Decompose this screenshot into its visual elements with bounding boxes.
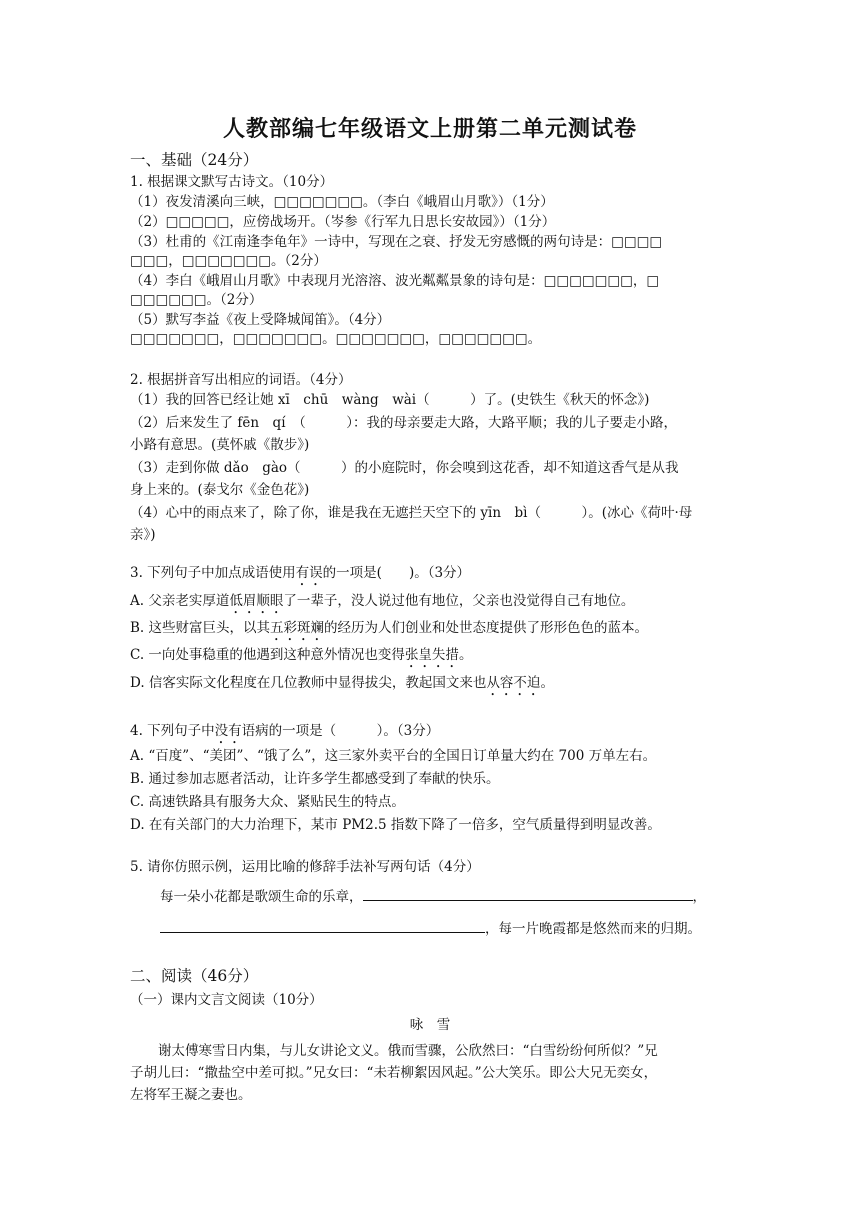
passage-line-1: 谢太傅寒雪日内集，与儿女讲论文义。俄而雪骤，公欣然曰：“白雪纷纷何所似？”兄: [158, 1043, 658, 1059]
question-5-example-2: [160, 918, 740, 939]
question-3-emphasis: 有误: [295, 565, 323, 581]
question-1-item-5b: □□□□□□□，□□□□□□□。□□□□□□□，□□□□□□□。: [130, 331, 542, 347]
question-1-stem: 1. 根据课文默写古诗文。（10分）: [130, 174, 334, 190]
question-1-item-3a: （3）杜甫的《江南逢李龟年》一诗中，写现在之衰、抒发无穷感慨的两句诗是：□□□□: [130, 234, 663, 250]
question-1-item-2: （2）□□□□□，应傍战场开。（岑参《行军九日思长安故园》）（1分）: [130, 214, 556, 230]
question-4-stem: [130, 721, 740, 747]
answer-blank-2[interactable]: [160, 918, 485, 933]
poem-title: 咏 雪: [409, 1017, 451, 1033]
question-1-item-1: （1）夜发清溪向三峡，□□□□□□□。（李白《峨眉山月歌》）（1分）: [130, 194, 554, 210]
question-2-item-2b: 小路有意思。(莫怀戚《散步》): [130, 437, 310, 453]
option-b-tail: 的经历为人们创业和处世态度提供了形形色色的蓝本。: [324, 620, 649, 636]
question-4-stem-tail: 语病的一项是（ ）。（3分）: [241, 723, 440, 739]
option-c-text: C. 一向处事稳重的他遇到这种意外情况也变得: [130, 647, 405, 663]
option-d-tail: 。: [540, 675, 554, 691]
question-3-stem-text: 3. 下列句子中加点成语使用: [130, 565, 296, 581]
section-heading-basics: 一、基础（24分）: [130, 151, 259, 169]
question-2-item-4a: （4）心中的雨点来了，除了你，谁是我在无遮拦天空下的 yīn bì（ ）。(冰心《荷叶·母: [130, 505, 693, 521]
question-3-stem: [130, 563, 740, 589]
question-5-stem: 5. 请你仿照示例，运用比喻的修辞手法补写两句话（4分）: [130, 859, 480, 875]
question-2-item-2a: （2）后来发生了 fēn qí （ ）：我的母亲要走大路，大路平顺；我的儿子要走小路，: [130, 415, 678, 431]
option-c-idiom: 张皇失措: [404, 647, 459, 663]
option-a-idiom: 低眉顺眼: [229, 593, 284, 609]
question-3-option-a: [130, 591, 740, 617]
question-4-option-b: B. 通过参加志愿者活动，让许多学生都感受到了奉献的快乐。: [130, 771, 500, 787]
option-d-text: D. 信客实际文化程度在几位教师中显得拔尖，教起国文来也: [130, 675, 487, 691]
question-2-item-4b: 亲》): [130, 527, 156, 543]
example-sentence-2: ，每一片晚霞都是悠然而来的归期。: [485, 921, 701, 937]
option-a-tail: 了一辈子，没人说过他有地位，父亲也没觉得自己有地位。: [283, 593, 635, 609]
option-c-tail: 。: [458, 647, 473, 663]
option-b-text: B. 这些财富巨头，以其: [130, 620, 271, 636]
question-4-stem-text: 4. 下列句子中: [130, 723, 215, 739]
answer-blank-1[interactable]: [363, 886, 693, 901]
question-1-item-4b: □□□□□□。（2分）: [130, 292, 263, 308]
question-1-item-5a: （5）默写李益《夜上受降城闻笛》。（4分）: [130, 312, 391, 328]
question-5-example-1: [160, 886, 740, 907]
option-b-idiom: 五彩斑斓: [270, 620, 325, 636]
section-subheading-classical: （一）课内文言文阅读（10分）: [130, 992, 323, 1008]
question-4-option-c: C. 高速铁路具有服务大众、紧贴民生的特点。: [130, 794, 405, 810]
option-a-text: A. 父亲老实厚道: [130, 593, 230, 609]
question-1-item-3b: □□□，□□□□□□□。（2分）: [130, 253, 327, 269]
section-heading-reading: 二、阅读（46分）: [130, 967, 259, 985]
question-4-emphasis: 没有: [214, 723, 242, 739]
question-3-option-c: [130, 645, 740, 671]
question-4-option-d: D. 在有关部门的大力治理下，某市 PM2.5 指数下降了一倍多，空气质量得到明显改善。: [130, 817, 661, 833]
example-sentence-1: 每一朵小花都是歌颂生命的乐章，: [160, 889, 363, 905]
question-2-item-3b: 身上来的。(泰戈尔《金色花》): [130, 482, 310, 498]
passage-line-2: 子胡儿曰：“撒盐空中差可拟。”兄女曰：“未若柳絮因风起。”公大笑乐。即公大兄无奕女，: [130, 1065, 658, 1081]
question-1-item-4a: （4）李白《峨眉山月歌》中表现月光溶溶、波光粼粼景象的诗句是：□□□□□□□，□: [130, 273, 660, 289]
question-2-item-1: （1）我的回答已经让她 xī chū wàng wài（ ）了。(史铁生《秋天的怀念》): [130, 392, 650, 408]
option-d-idiom: 从容不迫: [486, 675, 541, 691]
question-2-stem: 2. 根据拼音写出相应的词语。（4分）: [130, 372, 352, 388]
example-comma: ，: [692, 889, 706, 905]
question-3-option-b: [130, 618, 740, 644]
question-4-option-a: A. “百度”、“美团”、“饿了么”，这三家外卖平台的全国日订单量大约在 700 万单左右。: [130, 748, 657, 764]
question-3-stem-tail: 的一项是( )。（3分）: [322, 565, 471, 581]
question-2-item-3a: （3）走到你做 dǎo gào（ ）的小庭院时，你会嗅到这花香，却不知道这香气是从我: [130, 460, 679, 476]
passage-line-3: 左将军王凝之妻也。: [130, 1087, 252, 1103]
question-3-option-d: [130, 673, 740, 699]
page-title: 人教部编七年级语文上册第二单元测试卷: [222, 116, 637, 142]
